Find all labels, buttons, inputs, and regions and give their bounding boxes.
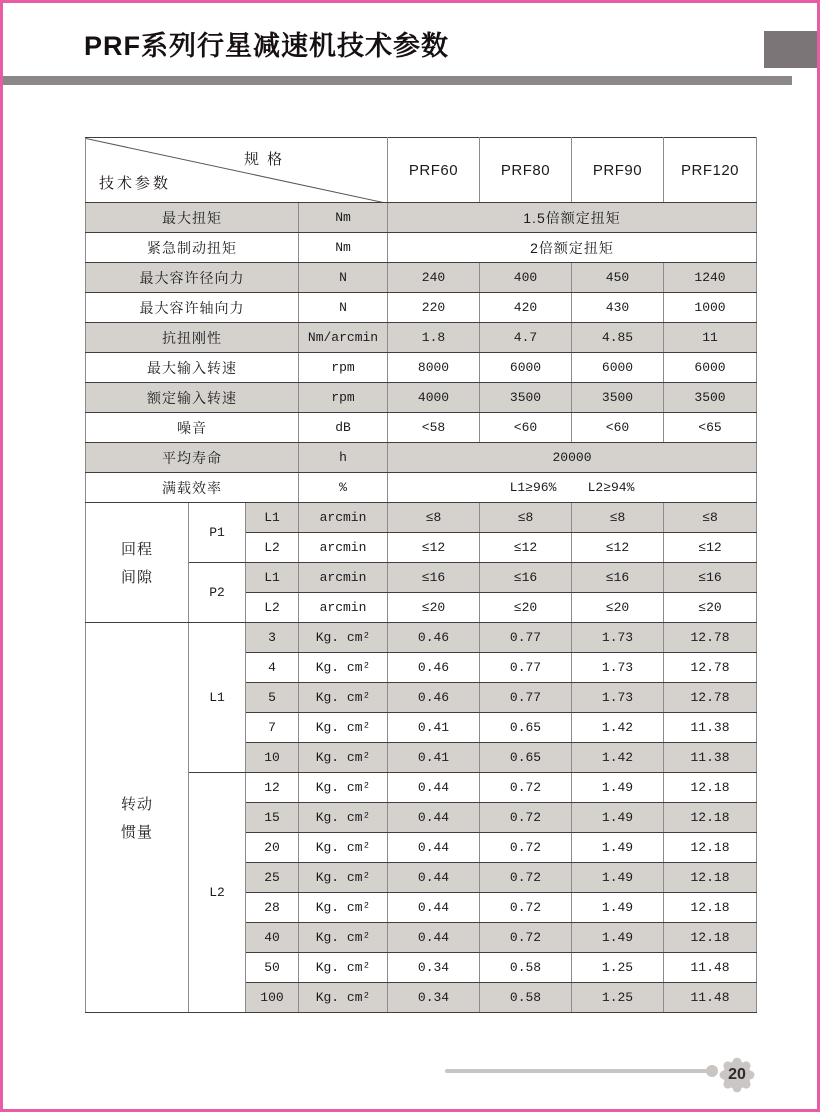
value-cell: 6000	[664, 353, 757, 383]
l1-group-label: L1	[189, 623, 246, 773]
header-accent-square	[764, 31, 817, 68]
value-cell: 1240	[664, 263, 757, 293]
l2-group-label: L2	[189, 773, 246, 1013]
value-cell: 1.42	[572, 743, 664, 773]
value-cell: 0.77	[480, 683, 572, 713]
value-cell: 11.48	[664, 953, 757, 983]
value-cell: 12.18	[664, 803, 757, 833]
value-cell: 11.38	[664, 743, 757, 773]
ratio-cell: 40	[246, 923, 299, 953]
value-cell: 12.78	[664, 683, 757, 713]
page-title: PRF系列行星减速机技术参数	[84, 31, 449, 61]
value-cell: ≤20	[664, 593, 757, 623]
param-label: 额定输入转速	[86, 383, 299, 413]
value-cell: 1.73	[572, 623, 664, 653]
value-cell: 0.44	[388, 803, 480, 833]
table-row	[86, 623, 757, 653]
unit-cell: rpm	[299, 383, 388, 413]
table-row	[86, 443, 757, 473]
unit-cell: Kg. cm²	[299, 953, 388, 983]
value-cell: 0.58	[480, 953, 572, 983]
value-cell: 0.72	[480, 923, 572, 953]
unit-cell: Nm/arcmin	[299, 323, 388, 353]
value-cell: 0.34	[388, 953, 480, 983]
value-cell: 4.85	[572, 323, 664, 353]
unit-cell: arcmin	[299, 533, 388, 563]
value-cell: 1.42	[572, 713, 664, 743]
value-cell: 12.18	[664, 923, 757, 953]
table-row	[86, 293, 757, 323]
table-row	[86, 263, 757, 293]
table-row	[86, 203, 757, 233]
unit-cell: arcmin	[299, 563, 388, 593]
value-cell: 0.58	[480, 983, 572, 1013]
value-cell: ≤16	[572, 563, 664, 593]
unit-cell: Kg. cm²	[299, 653, 388, 683]
unit-cell: rpm	[299, 353, 388, 383]
ratio-cell: 12	[246, 773, 299, 803]
value-cell: 1.73	[572, 653, 664, 683]
value-cell: 11.38	[664, 713, 757, 743]
unit-cell: Nm	[299, 203, 388, 233]
level-cell: L1	[246, 503, 299, 533]
group-label-line: 回程	[120, 541, 153, 558]
value-cell: 12.78	[664, 653, 757, 683]
value-cell: 240	[388, 263, 480, 293]
value-cell: 1000	[664, 293, 757, 323]
value-cell: 420	[480, 293, 572, 323]
ratio-cell: 28	[246, 893, 299, 923]
unit-cell: N	[299, 293, 388, 323]
value-cell: 0.65	[480, 743, 572, 773]
unit-cell: Kg. cm²	[299, 773, 388, 803]
value-cell: 1.49	[572, 803, 664, 833]
unit-cell: Nm	[299, 233, 388, 263]
unit-cell: arcmin	[299, 593, 388, 623]
value-cell: 12.78	[664, 623, 757, 653]
ratio-cell: 3	[246, 623, 299, 653]
param-label: 最大输入转速	[86, 353, 299, 383]
level-cell: L1	[246, 563, 299, 593]
corner-cell	[86, 138, 388, 203]
param-label: 紧急制动扭矩	[86, 233, 299, 263]
value-cell: 0.72	[480, 833, 572, 863]
p2-label: P2	[189, 563, 246, 623]
value-cell: 220	[388, 293, 480, 323]
level-cell: L2	[246, 593, 299, 623]
value-cell: 6000	[572, 353, 664, 383]
value-span-cell: 1.5倍额定扭矩	[388, 203, 757, 233]
value-cell: 6000	[480, 353, 572, 383]
value-cell: <60	[572, 413, 664, 443]
value-cell: 0.34	[388, 983, 480, 1013]
value-cell: 12.18	[664, 833, 757, 863]
group-label-line: 转动	[120, 796, 153, 813]
p1-label: P1	[189, 503, 246, 563]
level-cell: L2	[246, 533, 299, 563]
value-cell: 3500	[480, 383, 572, 413]
value-cell: 1.25	[572, 983, 664, 1013]
value-cell: 0.46	[388, 623, 480, 653]
param-label: 满载效率	[86, 473, 299, 503]
value-span-cell: 2倍额定扭矩	[388, 233, 757, 263]
value-cell: 1.49	[572, 893, 664, 923]
value-cell: 0.77	[480, 653, 572, 683]
value-cell: 0.77	[480, 623, 572, 653]
value-cell: <58	[388, 413, 480, 443]
value-span-cell: 20000	[388, 443, 757, 473]
value-cell: ≤16	[388, 563, 480, 593]
value-cell: ≤12	[388, 533, 480, 563]
unit-cell: Kg. cm²	[299, 683, 388, 713]
value-cell: 1.49	[572, 773, 664, 803]
value-cell: ≤20	[388, 593, 480, 623]
table-row	[86, 233, 757, 263]
ratio-cell: 15	[246, 803, 299, 833]
value-cell: 0.44	[388, 893, 480, 923]
group-label-inertia	[86, 623, 189, 1013]
unit-cell: Kg. cm²	[299, 743, 388, 773]
column-header-prf120: PRF120	[664, 138, 757, 203]
value-cell: 1.73	[572, 683, 664, 713]
footer-rule	[445, 1069, 711, 1073]
ratio-cell: 25	[246, 863, 299, 893]
value-cell: 0.44	[388, 923, 480, 953]
column-header-prf60: PRF60	[388, 138, 480, 203]
value-cell: ≤12	[480, 533, 572, 563]
param-label: 最大容许轴向力	[86, 293, 299, 323]
unit-cell: h	[299, 443, 388, 473]
value-cell: 0.46	[388, 683, 480, 713]
column-header-prf80: PRF80	[480, 138, 572, 203]
value-cell: ≤8	[664, 503, 757, 533]
value-cell: 1.49	[572, 923, 664, 953]
table-row	[86, 413, 757, 443]
value-cell: ≤8	[480, 503, 572, 533]
table-row	[86, 323, 757, 353]
param-label: 抗扭刚性	[86, 323, 299, 353]
unit-cell: Kg. cm²	[299, 713, 388, 743]
unit-cell: N	[299, 263, 388, 293]
value-cell: 0.72	[480, 773, 572, 803]
value-cell: 0.44	[388, 773, 480, 803]
group-label-line: 惯量	[120, 824, 153, 841]
param-label: 最大容许径向力	[86, 263, 299, 293]
value-cell: 3500	[664, 383, 757, 413]
column-header-prf90: PRF90	[572, 138, 664, 203]
value-cell: 1.49	[572, 863, 664, 893]
value-cell: 11.48	[664, 983, 757, 1013]
value-cell: 0.72	[480, 803, 572, 833]
value-cell: ≤12	[664, 533, 757, 563]
value-cell: 0.65	[480, 713, 572, 743]
value-cell: 450	[572, 263, 664, 293]
group-label-line: 间隙	[120, 569, 153, 586]
unit-cell: %	[299, 473, 388, 503]
ratio-cell: 50	[246, 953, 299, 983]
value-cell: 0.44	[388, 833, 480, 863]
value-cell: ≤8	[572, 503, 664, 533]
value-cell: 0.46	[388, 653, 480, 683]
value-cell: 11	[664, 323, 757, 353]
title-divider-bar	[3, 76, 792, 85]
value-cell: ≤20	[572, 593, 664, 623]
page-number: 20	[728, 1066, 746, 1083]
ratio-cell: 100	[246, 983, 299, 1013]
ratio-cell: 4	[246, 653, 299, 683]
value-cell: 430	[572, 293, 664, 323]
unit-cell: dB	[299, 413, 388, 443]
unit-cell: Kg. cm²	[299, 893, 388, 923]
table-row	[86, 353, 757, 383]
value-cell: ≤16	[664, 563, 757, 593]
unit-cell: Kg. cm²	[299, 863, 388, 893]
param-label: 最大扭矩	[86, 203, 299, 233]
value-cell: 4000	[388, 383, 480, 413]
page-number-badge	[716, 1054, 758, 1096]
group-label-backlash	[86, 503, 189, 623]
ratio-cell: 5	[246, 683, 299, 713]
table-header-row	[86, 138, 757, 203]
value-cell: <65	[664, 413, 757, 443]
unit-cell: Kg. cm²	[299, 833, 388, 863]
value-cell: 4.7	[480, 323, 572, 353]
value-cell: ≤12	[572, 533, 664, 563]
value-cell: 1.8	[388, 323, 480, 353]
value-cell: 400	[480, 263, 572, 293]
value-cell: 0.72	[480, 893, 572, 923]
ratio-cell: 10	[246, 743, 299, 773]
corner-param-label: 技术参数	[99, 175, 172, 192]
value-cell: 1.25	[572, 953, 664, 983]
table-row	[86, 383, 757, 413]
value-cell: 0.44	[388, 863, 480, 893]
unit-cell: Kg. cm²	[299, 923, 388, 953]
ratio-cell: 7	[246, 713, 299, 743]
value-cell: 12.18	[664, 893, 757, 923]
unit-cell: Kg. cm²	[299, 623, 388, 653]
table-row	[86, 473, 757, 503]
value-cell: 12.18	[664, 863, 757, 893]
value-cell: 0.72	[480, 863, 572, 893]
unit-cell: Kg. cm²	[299, 803, 388, 833]
value-cell: 3500	[572, 383, 664, 413]
corner-spec-label: 规 格	[244, 151, 285, 168]
table-row	[86, 503, 757, 533]
value-cell: 0.41	[388, 713, 480, 743]
value-span-cell: L1≥96% L2≥94%	[388, 473, 757, 503]
param-label: 平均寿命	[86, 443, 299, 473]
value-cell: ≤20	[480, 593, 572, 623]
spec-table	[85, 137, 757, 1013]
value-cell: 1.49	[572, 833, 664, 863]
value-cell: 12.18	[664, 773, 757, 803]
param-label: 噪音	[86, 413, 299, 443]
value-cell: <60	[480, 413, 572, 443]
unit-cell: Kg. cm²	[299, 983, 388, 1013]
unit-cell: arcmin	[299, 503, 388, 533]
ratio-cell: 20	[246, 833, 299, 863]
value-cell: 0.41	[388, 743, 480, 773]
value-cell: 8000	[388, 353, 480, 383]
value-cell: ≤8	[388, 503, 480, 533]
value-cell: ≤16	[480, 563, 572, 593]
